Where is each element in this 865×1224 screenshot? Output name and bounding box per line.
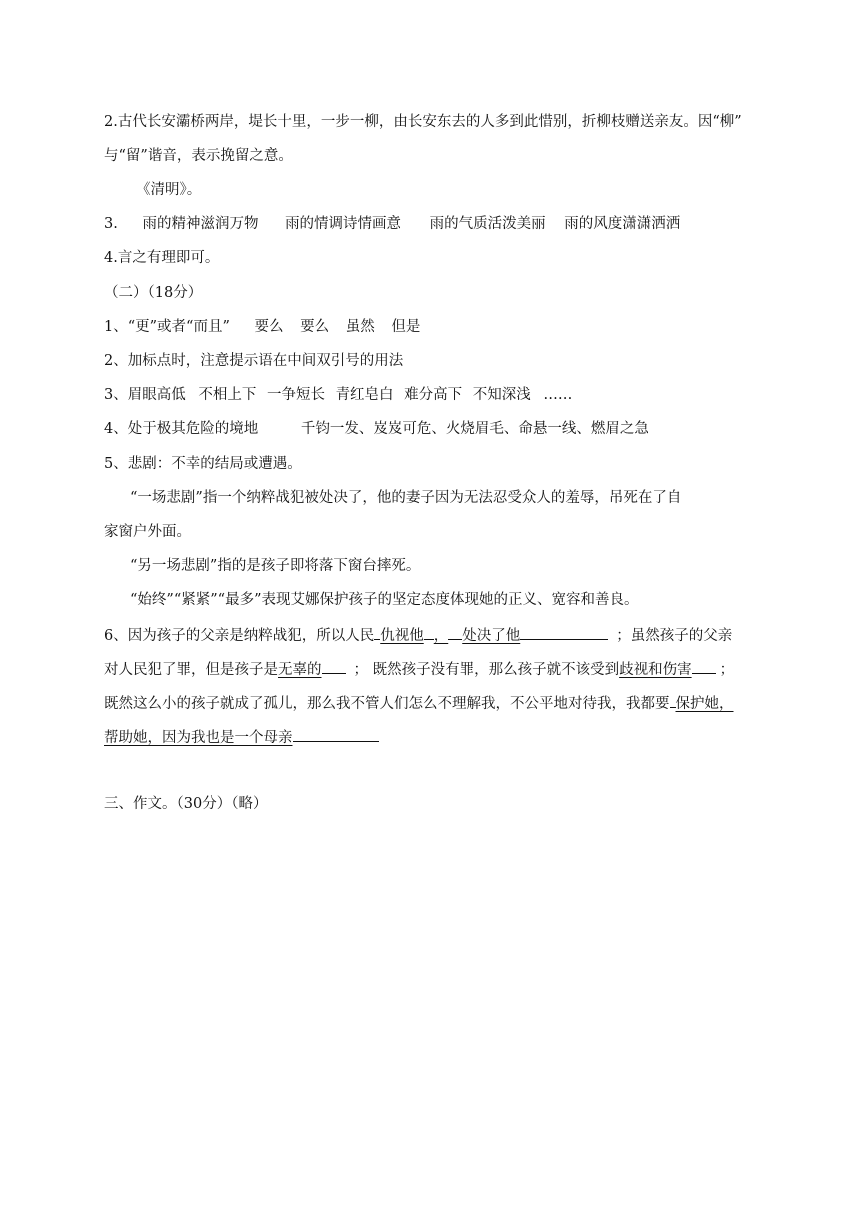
- s2-item6-text: ；虽然孩子的父亲: [616, 628, 733, 644]
- s2-item6-answer: 无辜的: [278, 662, 322, 678]
- s2-item3-word: ……: [543, 387, 573, 403]
- q3-item: 雨的风度潇潇洒洒: [564, 216, 681, 232]
- s2-item1: [104, 317, 420, 337]
- s2-item6-text: 对人民犯了罪，但是孩子是: [104, 662, 278, 678]
- s2-item4: [104, 419, 649, 439]
- s2-item4-words: 千钧一发、岌岌可危、火烧眉毛、命悬一线、燃眉之急: [300, 421, 649, 437]
- s2-item3: [104, 385, 572, 405]
- q3-item: 雨的气质活泼美丽: [429, 216, 546, 232]
- s2-item3-word: 难分高下: [404, 387, 463, 403]
- s2-item6-answer: 处决了他: [462, 628, 521, 644]
- s2-item1-option: 虽然: [345, 319, 375, 335]
- s2-item6-answer: 仇视他: [380, 628, 424, 644]
- s2-item4-label: 4、处于极其危险的境地: [104, 421, 259, 437]
- s2-item3-word: 不相上下: [198, 387, 257, 403]
- s2-item6-line4: [104, 726, 379, 748]
- s2-item6-answer: 保护她，: [675, 696, 734, 712]
- s2-item6-text: ； 既然孩子没有罪，那么孩子就不该受到: [353, 662, 620, 678]
- s2-item6-answer: 帮助她，因为我也是一个母亲: [104, 730, 293, 746]
- q3-item: 雨的精神滋润万物: [142, 216, 259, 232]
- s2-item1-label: 1、“更”或者“而且”: [104, 319, 230, 335]
- s2-item1-option: 要么: [300, 319, 330, 335]
- s2-item1-option: 但是: [391, 319, 421, 335]
- s2-item1-option: 要么: [254, 319, 284, 335]
- q4-answer: 4.言之有理即可。: [104, 250, 220, 266]
- s2-item6-separator: ，: [433, 628, 449, 644]
- s2-item3-word: 青红皂白: [335, 387, 394, 403]
- s2-item5-p2: “另一场悲剧”指的是孩子即将落下窗台摔死。: [130, 558, 421, 574]
- s2-item3-word: 不知深浅: [472, 387, 531, 403]
- section3-heading: 三、作文。（30分）（略）: [104, 796, 268, 812]
- s2-item6-text: 既然这么小的孩子就成了孤儿，那么我不管人们怎么不理解我，不公平地对待我，我都要: [104, 696, 670, 712]
- s2-item6-text: 6、因为孩子的父亲是纳粹战犯，所以人民: [104, 628, 375, 644]
- s2-item5-p1-line1: “一场悲剧”指一个纳粹战犯被处决了，他的妻子因为无法忍受众人的羞辱，吊死在了自: [130, 490, 682, 506]
- section2-heading: （二）（18分）: [104, 285, 203, 301]
- s2-item5-p1-line2: 家窗户外面。: [104, 524, 191, 540]
- s2-item6-line2: [104, 658, 734, 680]
- q3-item: 雨的情调诗情画意: [285, 216, 402, 232]
- q3-number: 3.: [104, 216, 118, 232]
- s2-item6-answer: 歧视和伤害: [619, 662, 692, 678]
- s2-item6-line3: [104, 692, 734, 714]
- s2-item3-word: 一争短长: [266, 387, 325, 403]
- q2-line1: 2.古代长安灞桥两岸，堤长十里，一步一柳，由长安东去的人多到此惜别，折柳枝赠送亲友。因“柳”: [104, 114, 742, 130]
- q3-line: [104, 214, 680, 234]
- s2-item5-p3: “始终”“紧紧”“最多”表现艾娜保护孩子的坚定态度体现她的正义、宽容和善良。: [130, 592, 639, 608]
- s2-item6-text: ；: [719, 662, 735, 678]
- q2-line2: 与“留”谐音，表示挽留之意。: [104, 148, 293, 164]
- s2-item2: 2、加标点时，注意提示语在中间双引号的用法: [104, 353, 404, 369]
- qingming-answer: 《清明》。: [136, 182, 202, 198]
- s2-item6-line1: [104, 624, 732, 646]
- s2-item5-definition: 5、悲剧：不幸的结局或遭遇。: [104, 456, 302, 472]
- s2-item3-label: 3、眉眼高低: [104, 387, 186, 403]
